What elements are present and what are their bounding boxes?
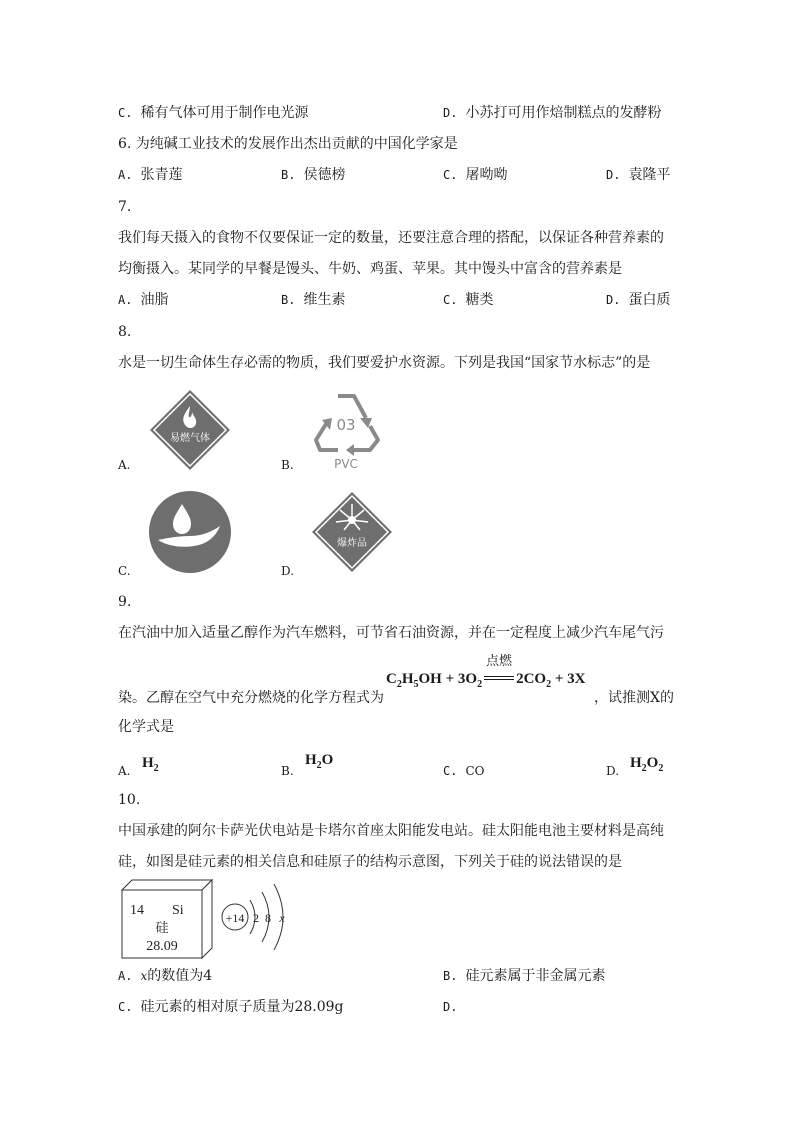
q7-number: 7. (118, 199, 132, 215)
element-symbol: Si (172, 903, 184, 918)
option-text: CO (465, 764, 485, 778)
option-label: C. (118, 1000, 133, 1014)
q7-option-b[interactable] (281, 292, 345, 308)
nucleus-charge: +14 (225, 911, 245, 925)
shell-2-electrons: 8 (265, 911, 271, 925)
option-label: B. (281, 293, 296, 307)
q5-option-c[interactable] (118, 105, 308, 121)
equation-double-line (484, 676, 514, 680)
explosive-sign[interactable] (310, 490, 394, 574)
option-label: B. (281, 168, 296, 182)
option-label: D. (443, 106, 458, 120)
shell-3-electrons: x (279, 911, 285, 925)
q5-option-d[interactable] (443, 105, 661, 121)
option-text: 维生素 (303, 292, 346, 308)
sign-d-text: 爆炸品 (337, 538, 367, 549)
q6-option-a[interactable] (118, 167, 182, 183)
q8-option-b-label[interactable]: B. (281, 458, 294, 472)
q9-option-d-label[interactable]: D. (606, 764, 620, 778)
option-text: 张青莲 (140, 167, 183, 183)
water-saving-sign[interactable] (148, 490, 232, 574)
option-label: C. (443, 764, 458, 778)
atomic-number: 14 (130, 903, 144, 918)
q7-stem-line1: 我们每天摄入的食物不仅要保证一定的数量，还要注意合理的搭配，以保证各种营养素的 (118, 230, 664, 246)
q10-option-b[interactable] (443, 968, 605, 984)
q8-stem: 水是一切生命体生存必需的物质，我们要爱护水资源。下列是我国“国家节水标志”的是 (118, 355, 651, 371)
shell-1-electrons: 2 (253, 911, 259, 925)
q8-option-a-label[interactable]: A. (118, 458, 131, 472)
option-text: 糖类 (465, 292, 494, 308)
option-text: 稀有气体可用于制作电光源 (140, 105, 309, 121)
silicon-element-card (118, 876, 214, 960)
circle-background (149, 491, 231, 573)
q7-option-c[interactable] (443, 292, 493, 308)
q9-stem-line1: 在汽油中加入适量乙醇作为汽车燃料，可节省石油资源，并在一定程度上减少汽车尾气污 (118, 625, 664, 641)
q10-option-a[interactable] (118, 968, 212, 984)
sign-b-number: 03 (336, 416, 356, 434)
option-text: 屠呦呦 (465, 167, 508, 183)
option-text: 油脂 (140, 292, 169, 308)
q9-stem-line2-right: ，试推测X的 (594, 690, 674, 706)
option-text: 侯德榜 (303, 167, 346, 183)
option-label: A. (118, 969, 133, 983)
q7-option-d[interactable] (606, 292, 670, 308)
q9-stem-line2-left: 染。乙醇在空气中充分燃烧的化学方程式为 (118, 690, 384, 706)
option-label: D. (443, 1000, 458, 1014)
pvc-recycle-sign[interactable] (308, 388, 384, 472)
q9-option-d-formula[interactable]: $H_2O_2$ (630, 755, 664, 774)
q9-number: 9. (118, 594, 132, 610)
q7-option-a[interactable] (118, 292, 168, 308)
q6-option-d[interactable] (606, 167, 670, 183)
element-name: 硅 (155, 921, 169, 936)
q9-option-a-label[interactable]: A. (118, 764, 131, 778)
reaction-condition: 点燃 (486, 654, 513, 669)
option-variable: x (140, 969, 148, 983)
option-text: 硅元素属于非金属元素 (465, 968, 606, 984)
cube-top (122, 880, 212, 890)
q9-option-c[interactable] (443, 763, 484, 779)
sign-b-text: PVC (334, 457, 358, 471)
q8-option-c-label[interactable]: C. (118, 564, 131, 578)
option-text: 的数值为4 (147, 968, 213, 984)
atomic-mass: 28.09 (146, 939, 178, 954)
option-label: D. (606, 168, 621, 182)
option-label: B. (443, 969, 458, 983)
option-label: C. (118, 106, 133, 120)
q8-number: 8. (118, 324, 132, 340)
q6-stem: 6. 为纯碱工业技术的发展作出杰出贡献的中国化学家是 (118, 136, 458, 152)
silicon-atom-diagram (218, 878, 298, 956)
option-label: C. (443, 293, 458, 307)
chemical-equation: $C_2H_5OH + 3O_2$ $2CO_2 + 3X$ (386, 671, 586, 690)
sign-a-text: 易燃气体 (170, 433, 210, 444)
q6-option-b[interactable] (281, 167, 345, 183)
explosion-core (348, 516, 356, 524)
cube-side (202, 880, 212, 958)
option-label: A. (118, 293, 133, 307)
q9-stem-line3: 化学式是 (118, 719, 174, 735)
q9-option-a-formula[interactable]: $H_2$ (142, 755, 159, 774)
q6-option-c[interactable] (443, 167, 507, 183)
option-text: 袁隆平 (628, 167, 671, 183)
diamond-background (150, 390, 230, 470)
q10-option-c[interactable] (118, 999, 344, 1015)
option-text: 硅元素的相对原子质量为28.09g (140, 999, 344, 1015)
option-label: D. (606, 293, 621, 307)
option-text: 小苏打可用作焙制糕点的发酵粉 (465, 105, 662, 121)
q10-option-d[interactable] (443, 999, 465, 1015)
q10-stem-line1: 中国承建的阿尔卡萨光伏电站是卡塔尔首座太阳能发电站。硅太阳能电池主要材料是高纯 (118, 823, 664, 839)
q7-stem-line2: 均衡摄入。某同学的早餐是馒头、牛奶、鸡蛋、苹果。其中馒头中富含的营养素是 (118, 261, 622, 277)
q8-option-d-label[interactable]: D. (281, 564, 295, 578)
option-label: C. (443, 168, 458, 182)
flammable-gas-sign[interactable] (148, 388, 232, 472)
q9-option-b-label[interactable]: B. (281, 764, 294, 778)
option-text: 蛋白质 (628, 292, 671, 308)
q9-option-b-formula[interactable]: $H_2O$ (305, 752, 334, 771)
q10-number: 10. (118, 792, 141, 808)
q10-stem-line2: 硅，如图是硅元素的相关信息和硅原子的结构示意图，下列关于硅的说法错误的是 (118, 854, 622, 870)
option-label: A. (118, 168, 133, 182)
